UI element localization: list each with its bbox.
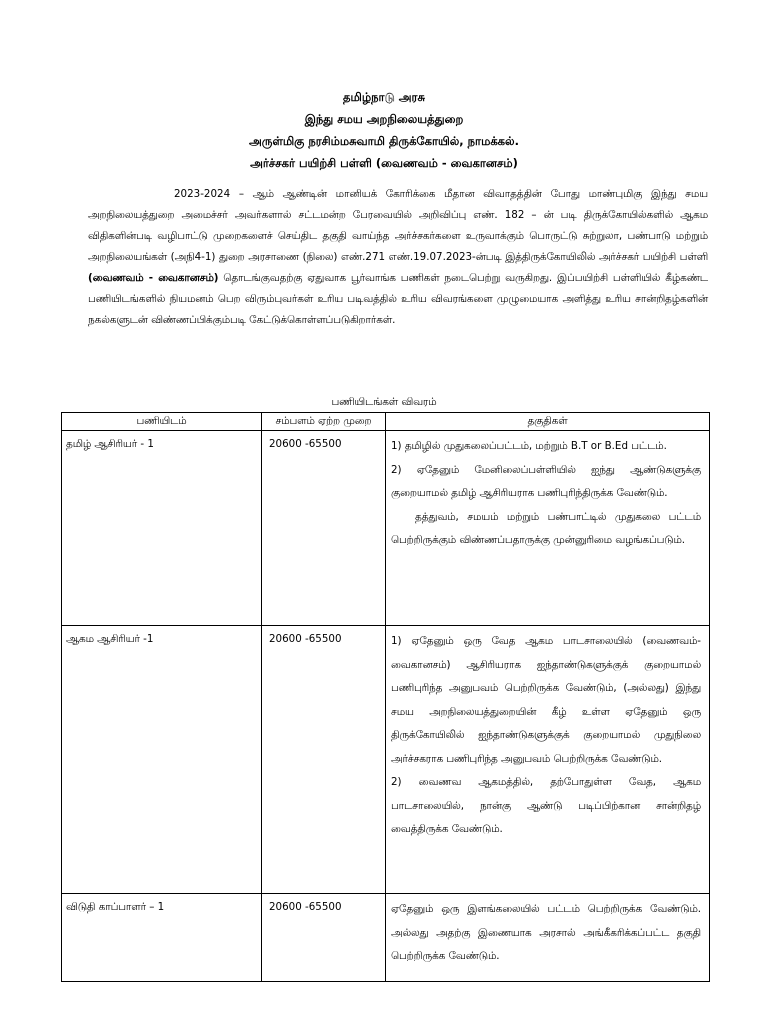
intro-text-part2: தொடங்குவதற்கு ஏதுவாக பூர்வாங்க பணிகள் நடைபெற்று வருகிறது. இப்பயிற்சி பள்ளியில் கீழ்கண்ட பணியிடங்களில் நியமனம் பெற விரும்புவர்கள் உரிய படிவத்தில் உரிய விவரங்களை முழுமையாக அளித்து உரிய சான்றிதழ்களின் நகல்களுடன் விண்ணப்பிக்கும்படி கேட்டுக்கொள்ளப்படுகிறார்கள். <box>88 272 708 326</box>
table-row <box>62 626 710 894</box>
qualification-item: 1) ஏதேனும் ஒரு வேத ஆகம பாடசாலையில் (வைணவம்-வைகானசம்) ஆசிரியராக ஐந்தாண்டுகளுக்குக் குறையாமல் பணிபுரிந்த அனுபவம் பெற்றிருக்க வேண்டும், (அல்லது) இந்து சமய அறநிலையத்துறையின் கீழ் உள்ள ஏதேனும் ஒரு திருக்கோயிலில் ஐந்தாண்டுகளுக்குக் குறையாமல் முதுநிலை அர்ச்சகராக பணிபுரிந்த அனுபவம் பெற்றிருக்க வேண்டும். <box>391 635 701 765</box>
header-department: இந்து சமய அறநிலையத்துறை <box>304 112 464 126</box>
qualification-item: தத்துவம், சமயம் மற்றும் பண்பாட்டில் முதுகலை பட்டம் பெற்றிருக்கும் விண்ணப்பதாருக்கு முன்னுரிமை வழங்கப்படும். <box>391 510 701 546</box>
cell-qualifications <box>386 894 710 982</box>
intro-text-bold: (வைணவம் - வைகானசம்) <box>88 272 219 284</box>
column-header-qualifications: தகுதிகள் <box>386 413 710 431</box>
cell-post: ஆகம ஆசிரியர் -1 <box>62 626 262 894</box>
document-header <box>0 86 768 174</box>
column-header-post: பணியிடம் <box>62 413 262 431</box>
table-header-row <box>62 413 710 431</box>
qualification-item: ஏதேனும் ஒரு இளங்கலையில் பட்டம் பெற்றிருக்க வேண்டும். அல்லது அதற்கு இணையாக அரசால் அங்கீகரிக்கப்பட்ட தகுதி பெற்றிருக்க வேண்டும். <box>391 903 701 962</box>
qualification-item: 1) தமிழில் முதுகலைப்பட்டம், மற்றும் B.T or B.Ed பட்டம். <box>391 440 667 452</box>
cell-pay: 20600 -65500 <box>262 626 386 894</box>
qualification-item: 2) வைணவ ஆகமத்தில், தற்போதுள்ள வேத, ஆகம பாடசாலையில், நான்கு ஆண்டு படிப்பிற்கான சான்றிதழ் வைத்திருக்க வேண்டும். <box>391 776 701 835</box>
header-government: தமிழ்நாடு அரசு <box>343 90 425 104</box>
cell-post: தமிழ் ஆசிரியர் - 1 <box>62 431 262 626</box>
cell-qualifications <box>386 626 710 894</box>
intro-text-part1: 2023-2024 – ஆம் ஆண்டின் மானியக் கோரிக்கை மீதான விவாதத்தின் போது மாண்புமிகு இந்து சமய அறநிலையத்துறை அமைச்சர் அவர்களால் சட்டமன்ற பேரவையில் அறிவிப்பு எண். 182 – ன் படி திருக்கோயில்களில் ஆகம விதிகளின்படி வழிபாட்டு முறைகளைச் செய்திட தகுதி வாய்ந்த அர்ச்சகர்களை உருவாக்கும் பொருட்டு சுற்றுலா, பண்பாடு மற்றும் அறநிலையங்கள் (அநி4-1) துறை அரசாணை (நிலை) எண்.271 எண்.19.07.2023-ன்படி இத்திருக்கோயிலில் அர்ச்சகர் பயிற்சி பள்ளி <box>88 188 708 263</box>
table-caption: பணியிடங்கள் விவரம் <box>331 396 437 408</box>
header-school: அர்ச்சகர் பயிற்சி பள்ளி (வைணவம் - வைகானசம்) <box>250 156 518 170</box>
cell-post: விடுதி காப்பாளர் – 1 <box>62 894 262 982</box>
cell-pay: 20600 -65500 <box>262 894 386 982</box>
cell-qualifications <box>386 431 710 626</box>
table-row <box>62 431 710 626</box>
table-row <box>62 894 710 982</box>
intro-paragraph <box>88 184 708 331</box>
header-temple: அருள்மிகு நரசிம்மசுவாமி திருக்கோயில், நாமக்கல். <box>249 134 519 148</box>
column-header-pay: சம்பளம் ஏற்ற முறை <box>262 413 386 431</box>
cell-pay: 20600 -65500 <box>262 431 386 626</box>
qualification-item: 2) ஏதேனும் மேனிலைப்பள்ளியில் ஐந்து ஆண்டுகளுக்கு குறையாமல் தமிழ் ஆசிரியராக பணிபுரிந்திருக்க வேண்டும். <box>391 463 701 499</box>
vacancies-table <box>61 412 710 982</box>
